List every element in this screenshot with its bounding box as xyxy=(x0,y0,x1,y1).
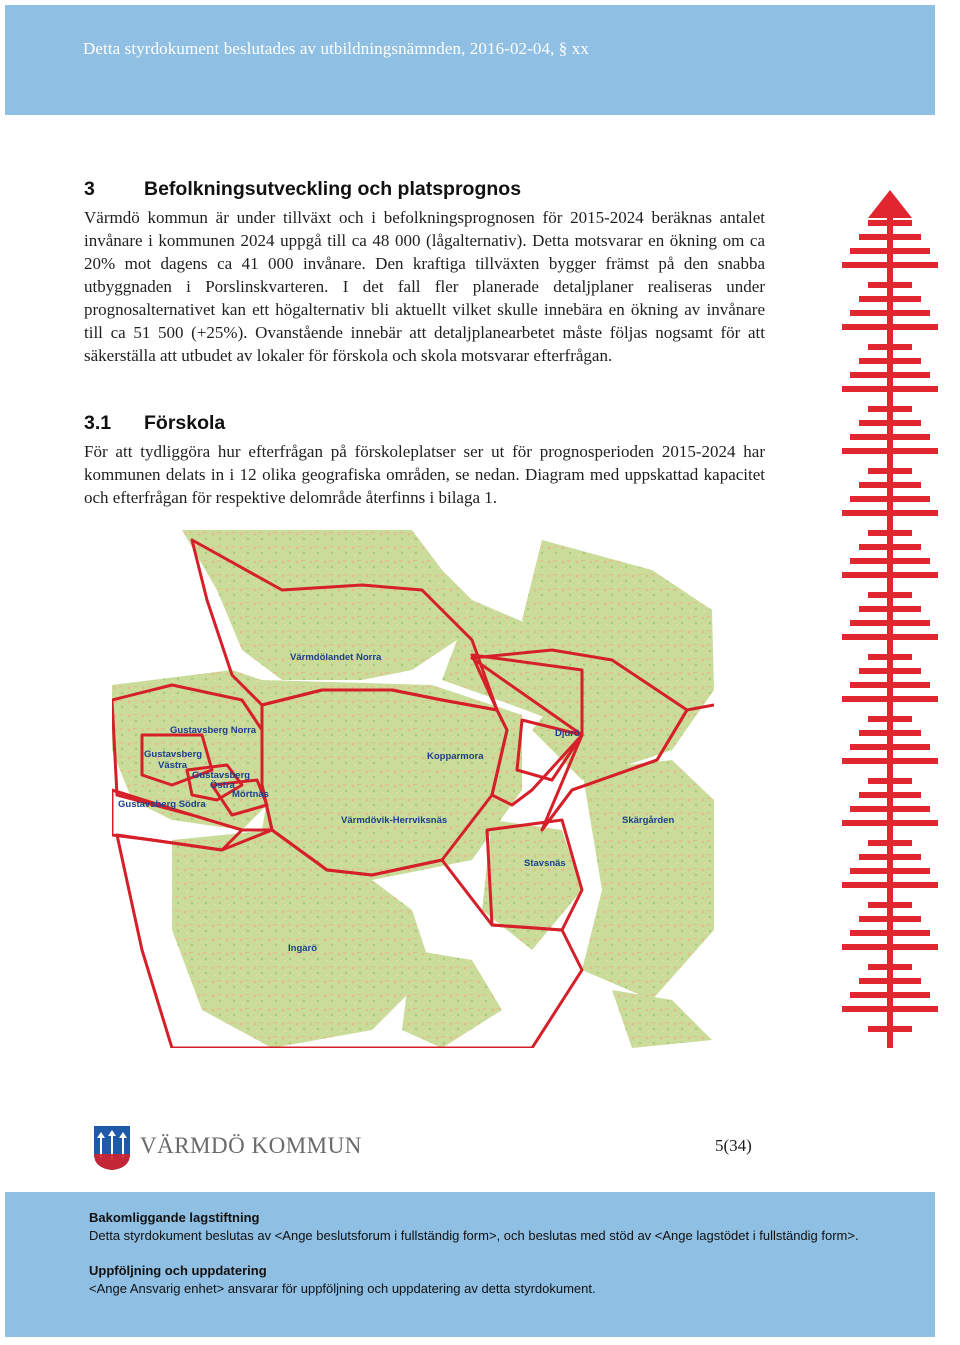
decorative-bar xyxy=(868,964,912,970)
label-skargarden: Skärgården xyxy=(622,815,675,826)
decorative-bar xyxy=(850,434,930,440)
decorative-bar xyxy=(850,806,930,812)
label-gustavsberg-sodra: Gustavsberg Södra xyxy=(118,799,206,810)
decorative-bar xyxy=(868,840,912,846)
decorative-bar xyxy=(859,358,921,364)
decorative-bar xyxy=(842,324,938,330)
subsection-heading xyxy=(84,412,225,435)
decorative-bar xyxy=(859,296,921,302)
decorative-bar xyxy=(859,420,921,426)
decorative-bar xyxy=(850,496,930,502)
decorative-bar xyxy=(868,468,912,474)
decorative-bar xyxy=(868,902,912,908)
decorative-bar xyxy=(859,730,921,736)
decorative-bar xyxy=(842,634,938,640)
decorative-bar xyxy=(842,1006,938,1012)
decorative-bar xyxy=(842,758,938,764)
decorative-bar xyxy=(842,448,938,454)
decorative-bar xyxy=(859,978,921,984)
label-stavsnas: Stavsnäs xyxy=(524,858,566,869)
label-kopparmora: Kopparmora xyxy=(427,751,484,762)
decorative-bar xyxy=(850,310,930,316)
logo-text: VÄRMDÖ KOMMUN xyxy=(140,1133,362,1158)
footer-text-followup: <Ange Ansvarig enhet> ansvarar för uppföljning och uppdatering av detta styrdokument. xyxy=(89,1281,596,1296)
decorative-bar xyxy=(868,1026,912,1032)
decorative-bar xyxy=(868,530,912,536)
section-number: 3 xyxy=(84,178,95,200)
decorative-bar xyxy=(868,344,912,350)
decorative-bar xyxy=(850,682,930,688)
decorative-bar xyxy=(850,558,930,564)
decorative-bar xyxy=(859,544,921,550)
label-ingaro: Ingarö xyxy=(288,943,318,954)
decorative-bar xyxy=(850,930,930,936)
subsection-paragraph: För att tydliggöra hur efterfrågan på förskoleplatser ser ut för prognosperioden 2015-2024 har kommunen delats in i 12 olika geografiska områden, se nedan. Diagram med uppskattad kapacitet och efterfrågan för respektive delområde återfinns i bilaga 1. xyxy=(84,442,765,507)
decorative-bar xyxy=(842,820,938,826)
decorative-bar xyxy=(868,592,912,598)
label-mortnas: Mörtnäs xyxy=(232,789,269,800)
district-map xyxy=(112,530,714,1048)
decorative-bar xyxy=(859,234,921,240)
decorative-bar xyxy=(842,572,938,578)
label-varmdovik-herrviksnas: Värmdövik-Herrviksnäs xyxy=(341,815,448,826)
label-gustavsberg-norra: Gustavsberg Norra xyxy=(170,725,257,736)
header-text: Detta styrdokument beslutades av utbildningsnämnden, 2016-02-04, § xx xyxy=(83,39,589,58)
header-band xyxy=(5,5,935,115)
decorative-bar xyxy=(859,606,921,612)
decorative-bar xyxy=(842,944,938,950)
decorative-bar xyxy=(868,716,912,722)
decorative-bar xyxy=(850,868,930,874)
label-gustavsberg-vastra-2: Västra xyxy=(158,760,188,771)
decorative-bar xyxy=(868,282,912,288)
decorative-bar xyxy=(868,778,912,784)
label-gustavsberg-vastra-1: Gustavsberg xyxy=(144,749,203,760)
decorative-bar xyxy=(850,620,930,626)
decorative-bar xyxy=(850,248,930,254)
label-gustavsberg-ostra-1: Gustavsberg xyxy=(192,770,251,781)
decorative-bar xyxy=(859,916,921,922)
label-djuro: Djurö xyxy=(555,728,580,739)
decorative-bar xyxy=(842,510,938,516)
footer-heading-followup: Uppföljning och uppdatering xyxy=(89,1263,267,1278)
decorative-bar xyxy=(842,882,938,888)
section-heading xyxy=(84,178,521,201)
label-varmdolandet-norra: Värmdölandet Norra xyxy=(290,652,382,663)
decorative-bar xyxy=(868,220,912,226)
decorative-bar xyxy=(842,262,938,268)
label-gustavsberg-ostra-2: Östra xyxy=(210,780,235,791)
decorative-bar xyxy=(842,386,938,392)
decorative-bar xyxy=(850,992,930,998)
decorative-bar xyxy=(868,406,912,412)
decorative-bar xyxy=(868,654,912,660)
decorative-border xyxy=(840,188,940,1048)
section-title: Befolkningsutveckling och platsprognos xyxy=(144,178,522,200)
page-number: 5(34) xyxy=(715,1136,752,1155)
decorative-bar xyxy=(842,696,938,702)
decorative-bar xyxy=(850,372,930,378)
section-paragraph: Värmdö kommun är under tillväxt och i befolkningsprognosen för 2015-2024 beräknas antalet invånare i kommunen 2024 uppgå till ca 48 000 (lågalternativ). Detta motsvarar en ökning om ca 20% mot dagens ca 41 000 invånare. Den kraftiga tillväxten bygger främst på den snabba utbyggnaden i Porslinskvarteren. I det fall fler planerade detaljplaner realiseras under prognosalternativet kan ett högalternativ bli aktuellt vilket skulle innebära en ökning av invånare till ca 51 500 (+25%). Ovanstående innebär att detaljplanearbetet måste följas nogsamt för att säkerställa att utbudet av lokaler för förskola och skola motsvarar efterfrågan. xyxy=(84,208,765,365)
decorative-bar xyxy=(859,854,921,860)
subsection-title: Förskola xyxy=(144,412,226,434)
decorative-bar xyxy=(859,668,921,674)
subsection-number: 3.1 xyxy=(84,412,112,434)
footer-heading-legislation: Bakomliggande lagstiftning xyxy=(89,1210,260,1225)
decorative-bar xyxy=(859,792,921,798)
decorative-bar xyxy=(859,482,921,488)
decorative-bar xyxy=(850,744,930,750)
varmdo-kommun-logo-icon xyxy=(92,1124,132,1170)
footer-text-legislation: Detta styrdokument beslutas av <Ange beslutsforum i fullständig form>, och beslutas med stöd av <Ange lagstödet i fullständig form>. xyxy=(89,1228,859,1243)
